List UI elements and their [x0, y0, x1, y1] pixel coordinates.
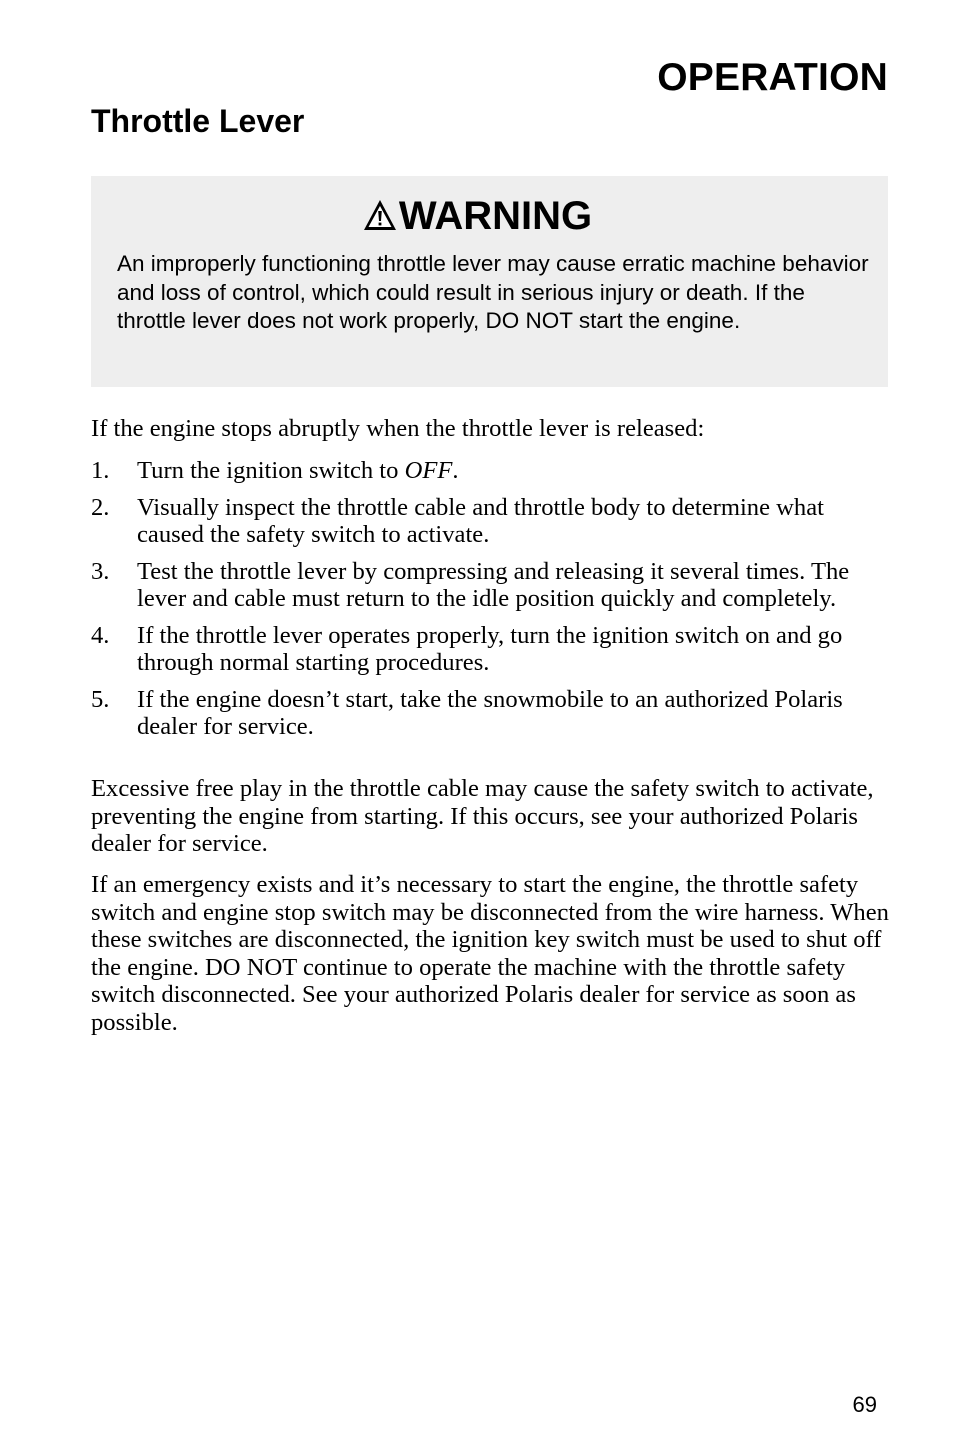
- step-number: 3.: [91, 557, 110, 585]
- warning-title: WARNING: [398, 194, 593, 238]
- warning-text: An improperly functioning throttle lever may cause erratic machine behavior and loss of control, which could result in serious injury or death. If the throttle lever does not work properly, DO NOT start the engine.: [117, 251, 869, 333]
- subsection-title: Throttle Lever: [91, 103, 305, 139]
- section-title: OPERATION: [657, 56, 888, 99]
- step-number: 4.: [91, 621, 110, 649]
- free-play-paragraph: Excessive free play in the throttle cable may cause the safety switch to activate, preventing the engine from starting. If this occurs, see your authorized Polaris dealer for service.: [91, 775, 874, 857]
- list-item: [91, 558, 891, 613]
- step-text: Turn the ignition switch to: [137, 457, 405, 484]
- warning-heading: [0, 193, 954, 239]
- warning-triangle-icon: [362, 196, 398, 230]
- list-item: [91, 622, 891, 677]
- page-number: 69: [852, 1392, 877, 1417]
- list-item: [91, 494, 891, 549]
- list-item: [91, 686, 891, 741]
- step-text: Visually inspect the throttle cable and throttle body to determine what caused the safety switch to activate.: [137, 493, 824, 548]
- step-number: 2.: [91, 493, 110, 521]
- step-text: If the throttle lever operates properly, turn the ignition switch on and go through normal starting procedures.: [137, 621, 843, 676]
- steps-list: [91, 457, 891, 750]
- step-text: If the engine doesn’t start, take the snowmobile to an authorized Polaris dealer for service.: [137, 685, 843, 740]
- intro-text: If the engine stops abruptly when the throttle lever is released:: [91, 415, 705, 442]
- step-number: 5.: [91, 685, 110, 713]
- step-text-end: .: [452, 457, 459, 484]
- step-number: 1.: [91, 457, 110, 484]
- step-text: Test the throttle lever by compressing and releasing it several times. The lever and cable must return to the idle position quickly and completely.: [137, 557, 850, 612]
- list-item: [91, 457, 891, 485]
- emergency-paragraph: If an emergency exists and it’s necessary to start the engine, the throttle safety switch and engine stop switch may be disconnected from the wire harness. When these switches are disconnected, the ignition key switch must be used to shut off the engine. DO NOT continue to operate the machine with the throttle safety switch disconnected. See your authorized Polaris dealer for service as soon as possible.: [91, 871, 889, 1036]
- step-emphasis: OFF: [404, 457, 453, 484]
